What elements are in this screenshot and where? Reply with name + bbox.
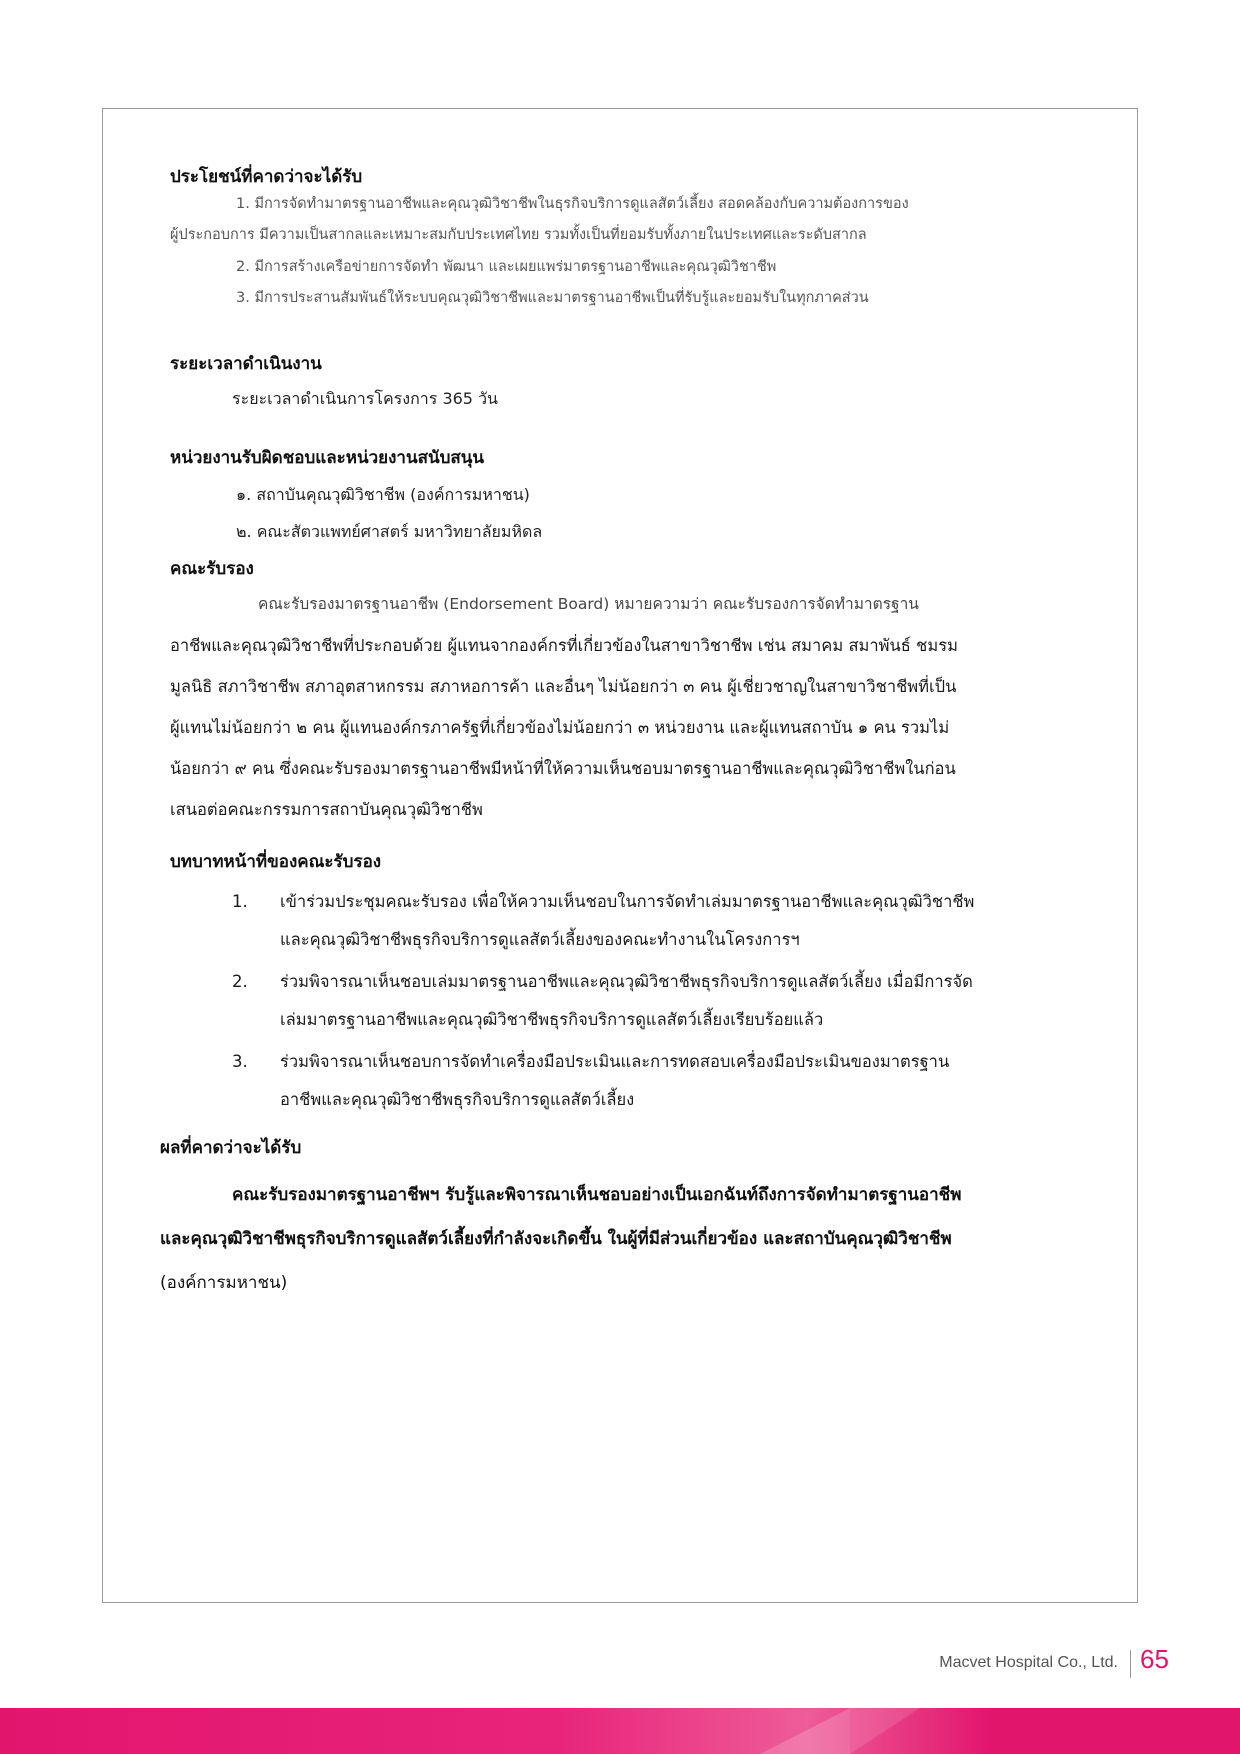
benefit-item-1-line-1: 1. มีการจัดทำมาตรฐานอาชีพและคุณวุฒิวิชาชีพในธุรกิจบริการดูแลสัตว์เลี้ยง สอดคล้องกับความต้องการของ — [236, 196, 909, 212]
endorsement-line-2: อาชีพและคุณวุฒิวิชาชีพที่ประกอบด้วย ผู้แทนจากองค์กรที่เกี่ยวข้องในสาขาวิชาชีพ เช่น สมาคม สมาพันธ์ ชมรม — [170, 636, 958, 655]
endorsement-line-4: ผู้แทนไม่น้อยกว่า ๒ คน ผู้แทนองค์กรภาครัฐที่เกี่ยวข้องไม่น้อยกว่า ๓ หน่วยงาน และผู้แทนสถาบัน ๑ คน รวมไม่ — [170, 718, 950, 737]
benefit-item-3: 3. มีการประสานสัมพันธ์ให้ระบบคุณวุฒิวิชาชีพและมาตรฐานอาชีพเป็นที่รับรู้และยอมรับในทุกภาคส่วน — [236, 290, 869, 307]
duty-item-3 — [170, 1043, 1050, 1119]
duty-line: ร่วมพิจารณาเห็นชอบการจัดทำเครื่องมือประเมินและการทดสอบเครื่องมือประเมินของมาตรฐาน — [280, 1052, 950, 1071]
endorsement-section — [170, 555, 1050, 830]
benefit-item-1-line-2: ผู้ประกอบการ มีความเป็นสากลและเหมาะสมกับประเทศไทย รวมทั้งเป็นที่ยอมรับทั้งภายในประเทศและระดับสากล — [170, 227, 867, 244]
results-section — [160, 1134, 1052, 1305]
duration-heading: ระยะเวลาดำเนินงาน — [170, 354, 322, 374]
endorsement-heading: คณะรับรอง — [170, 559, 254, 579]
endorsement-line-1: คณะรับรองมาตรฐานอาชีพ (Endorsement Board) หมายความว่า คณะรับรองการจัดทำมาตรฐาน — [258, 595, 919, 613]
agency-item-2: ๒. คณะสัตวแพทย์ศาสตร์ มหาวิทยาลัยมหิดล — [236, 522, 543, 542]
endorsement-paragraph — [170, 584, 1050, 830]
results-line-3: (องค์การมหาชน) — [160, 1273, 288, 1293]
duty-line: และคุณวุฒิวิชาชีพธุรกิจบริการดูแลสัตว์เลี้ยงของคณะทำงานในโครงการฯ — [280, 930, 800, 949]
duty-line: เข้าร่วมประชุมคณะรับรอง เพื่อให้ความเห็นชอบในการจัดทำเล่มมาตรฐานอาชีพและคุณวุฒิวิชาชีพ — [280, 892, 975, 911]
duty-number: 3. — [232, 1052, 248, 1071]
duty-line: อาชีพและคุณวุฒิวิชาชีพธุรกิจบริการดูแลสัตว์เลี้ยง — [280, 1090, 635, 1109]
agencies-heading: หน่วยงานรับผิดชอบและหน่วยงานสนับสนุน — [170, 448, 484, 468]
duties-section — [170, 848, 1050, 1123]
results-paragraph — [160, 1173, 1052, 1305]
duty-number: 2. — [232, 972, 248, 991]
endorsement-line-5: น้อยกว่า ๙ คน ซึ่งคณะรับรองมาตรฐานอาชีพมีหน้าที่ให้ความเห็นชอบมาตรฐานอาชีพและคุณวุฒิวิชาชีพในก่อน — [170, 759, 956, 778]
benefits-section — [170, 163, 1050, 308]
duty-number: 1. — [232, 892, 248, 911]
results-heading: ผลที่คาดว่าจะได้รับ — [160, 1138, 302, 1158]
footer-company-name: Macvet Hospital Co., Ltd. — [939, 1654, 1118, 1671]
benefits-heading: ประโยชน์ที่คาดว่าจะได้รับ — [170, 167, 363, 187]
footer-divider — [1130, 1650, 1131, 1678]
duty-item-2 — [170, 963, 1050, 1039]
endorsement-line-6: เสนอต่อคณะกรรมการสถาบันคุณวุฒิวิชาชีพ — [170, 800, 483, 819]
duration-text: ระยะเวลาดำเนินการโครงการ 365 วัน — [232, 389, 498, 408]
duties-heading: บทบาทหน้าที่ของคณะรับรอง — [170, 852, 382, 872]
duties-list — [170, 883, 1050, 1119]
footer-accent-band — [0, 1708, 1240, 1754]
footer-band-facet — [760, 1708, 850, 1754]
duty-line: เล่มมาตรฐานอาชีพและคุณวุฒิวิชาชีพธุรกิจบริการดูแลสัตว์เลี้ยงเรียบร้อยแล้ว — [280, 1010, 824, 1029]
endorsement-line-3: มูลนิธิ สภาวิชาชีพ สภาอุตสาหกรรม สภาหอการค้า และอื่นๆ ไม่น้อยกว่า ๓ คน ผู้เชี่ยวชาญในสาขาวิชาชีพที่เป็น — [170, 677, 957, 696]
footer-band-facet — [850, 1708, 920, 1754]
agency-item-1: ๑. สถาบันคุณวุฒิวิชาชีพ (องค์การมหาชน) — [236, 485, 530, 504]
benefit-item-2: 2. มีการสร้างเครือข่ายการจัดทำ พัฒนา และเผยแพร่มาตรฐานอาชีพและคุณวุฒิวิชาชีพ — [236, 258, 777, 275]
duty-line: ร่วมพิจารณาเห็นชอบเล่มมาตรฐานอาชีพและคุณวุฒิวิชาชีพธุรกิจบริการดูแลสัตว์เลี้ยง เมื่อมีการจัด — [280, 972, 973, 991]
results-line-2: และคุณวุฒิวิชาชีพธุรกิจบริการดูแลสัตว์เลี้ยงที่กำลังจะเกิดขึ้น ในผู้ที่มีส่วนเกี่ยวข้อง และสถาบันคุณวุฒิวิชาชีพ — [160, 1229, 952, 1249]
duration-section — [170, 350, 1050, 408]
agencies-section — [170, 444, 1050, 541]
duty-item-1 — [170, 883, 1050, 959]
results-line-1: คณะรับรองมาตรฐานอาชีพฯ รับรู้และพิจารณาเห็นชอบอย่างเป็นเอกฉันท์ถึงการจัดทำมาตรฐานอาชีพ — [232, 1185, 962, 1205]
page-number: 65 — [1140, 1644, 1169, 1674]
